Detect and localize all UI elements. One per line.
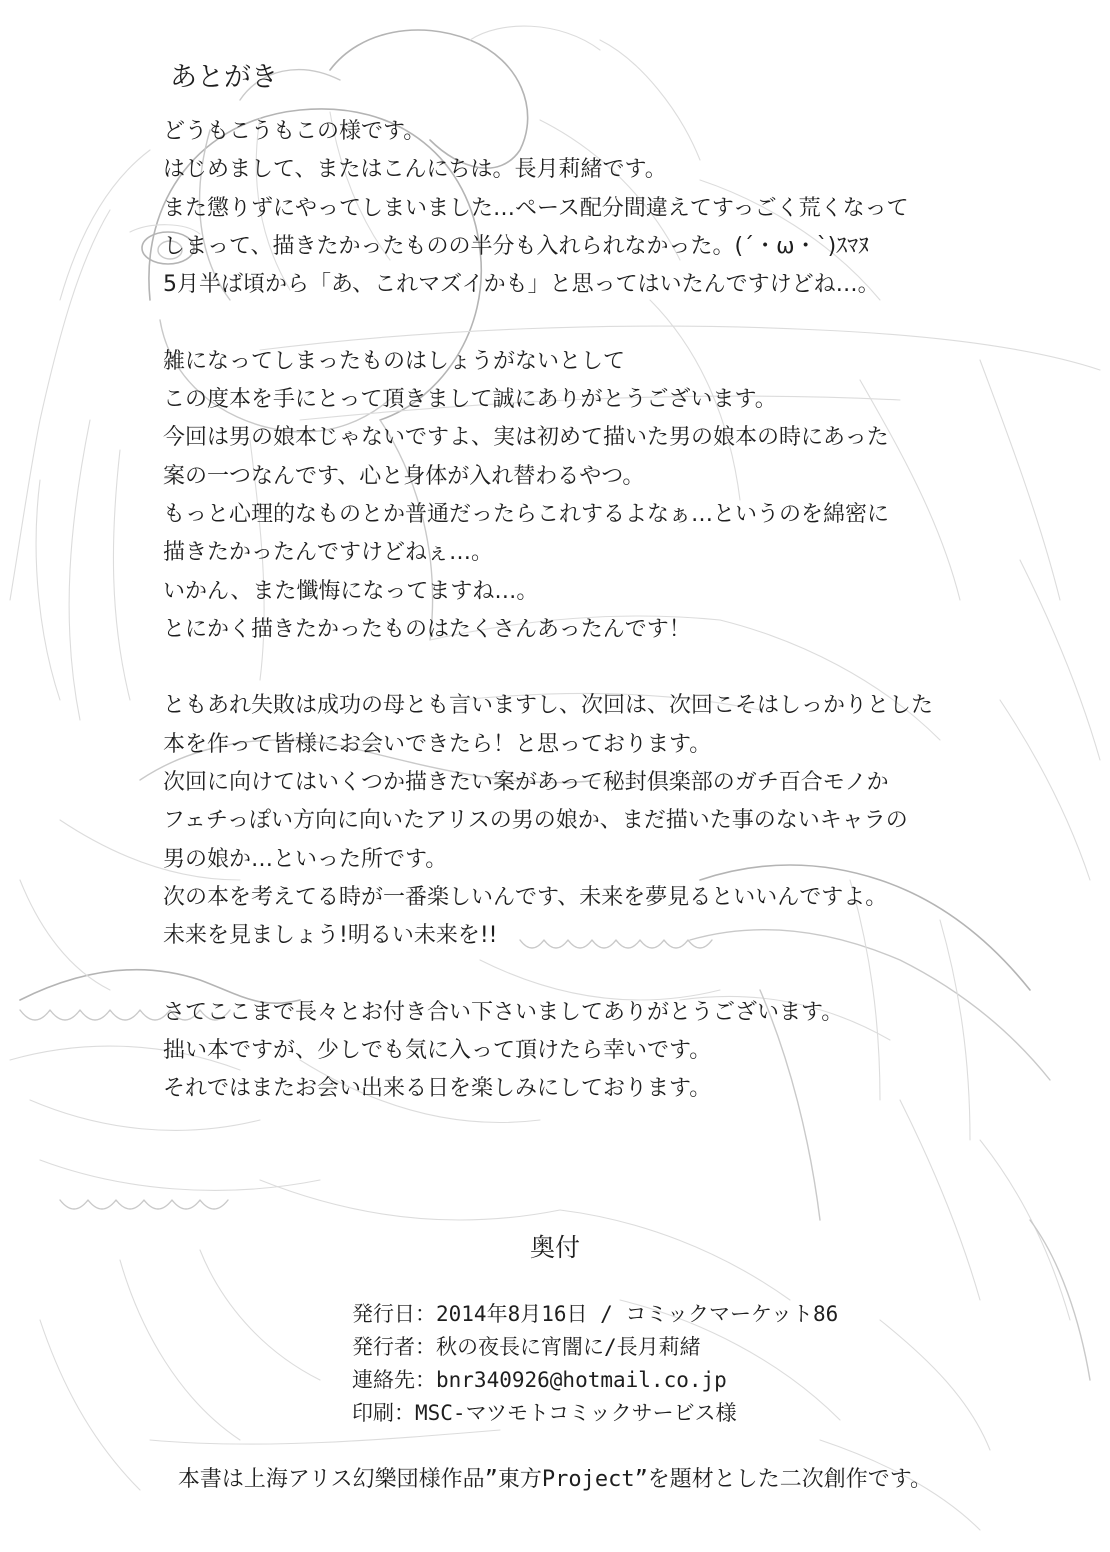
afterword-body [163, 113, 1063, 1109]
afterword-line: さてここまで長々とお付き合い下さいましてありがとうございます。 [163, 999, 844, 1025]
afterword-paragraph [163, 113, 1063, 304]
afterword-paragraph [163, 994, 1063, 1109]
fan-work-notice: 本書は上海アリス幻樂団様作品”東方Project”を題材とした二次創作です。 [177, 1467, 933, 1492]
afterword-line: ともあれ失敗は成功の母とも言いますし、次回は、次回こそはしっかりとした [163, 693, 934, 719]
afterword-line: 雑になってしまったものはしょうがないとして [163, 348, 626, 374]
afterword-line: 今回は男の娘本じゃないですよ、実は初めて描いた男の娘本の時にあった [163, 425, 889, 451]
afterword-title: あとがき [170, 62, 278, 93]
afterword-line: どうもこうもこの様です。 [163, 119, 426, 144]
paragraph-spacer [163, 956, 1063, 994]
afterword-line: とにかく描きたかったものはたくさんあったんです！ [163, 616, 691, 642]
colophon-details [352, 1298, 838, 1430]
afterword-line: いかん、また懺悔になってますね…。 [163, 578, 539, 604]
afterword-line: はじめまして、またはこんにちは。長月莉緒です。 [163, 157, 667, 183]
colophon-title: 奥付 [529, 1233, 580, 1262]
paragraph-spacer [163, 649, 1063, 687]
afterword-line: 次回に向けてはいくつか描きたい案があって秘封倶楽部のガチ百合モノか [163, 770, 889, 796]
afterword-line: 男の娘か…といった所です。 [163, 846, 448, 872]
contact-row: 連絡先：bnr340926@hotmail.co.jp [352, 1368, 727, 1392]
afterword-paragraph [163, 343, 1063, 649]
printer-row: 印刷：MSC-マツモトコミックサービス様 [352, 1401, 737, 1425]
afterword-paragraph [163, 687, 1063, 955]
afterword-line: それではまたお会い出来る日を楽しみにしております。 [163, 1076, 712, 1102]
afterword-line: 描きたかったんですけどねぇ…。 [163, 540, 494, 566]
afterword-line: 未来を見ましょう!明るい未来を!! [163, 923, 498, 949]
publication-date-row: 発行日：2014年8月16日 / コミックマーケット86 [352, 1302, 839, 1326]
afterword-line: 次の本を考えてる時が一番楽しいんです、未来を夢見るといいんですよ。 [163, 884, 888, 910]
afterword-line: この度本を手にとって頂きまして誠にありがとうございます。 [163, 387, 777, 413]
afterword-line: 案の一つなんです、心と身体が入れ替わるやつ。 [163, 463, 645, 489]
afterword-line: 拙い本ですが、少しでも気に入って頂けたら幸いです。 [163, 1038, 712, 1064]
afterword-line: フェチっぽい方向に向いたアリスの男の娘か、まだ描いた事のないキャラの [163, 808, 908, 834]
paragraph-spacer [163, 304, 1063, 342]
afterword-line: 本を作って皆様にお会いできたら！と思っております。 [163, 731, 712, 757]
publisher-row: 発行者：秋の夜長に宵闇に/長月莉緒 [352, 1335, 701, 1359]
afterword-line: しまって、描きたかったものの半分も入れられなかった。(´・ω・`)ｽﾏﾇ [163, 233, 870, 259]
afterword-line: また懲りずにやってしまいました…ペース配分間違えてすっごく荒くなって [163, 195, 909, 221]
afterword-line: 5月半ば頃から「あ、これマズイかも」と思ってはいたんですけどね…。 [163, 272, 880, 298]
afterword-line: もっと心理的なものとか普通だったらこれするよなぁ…というのを綿密に [163, 501, 890, 527]
